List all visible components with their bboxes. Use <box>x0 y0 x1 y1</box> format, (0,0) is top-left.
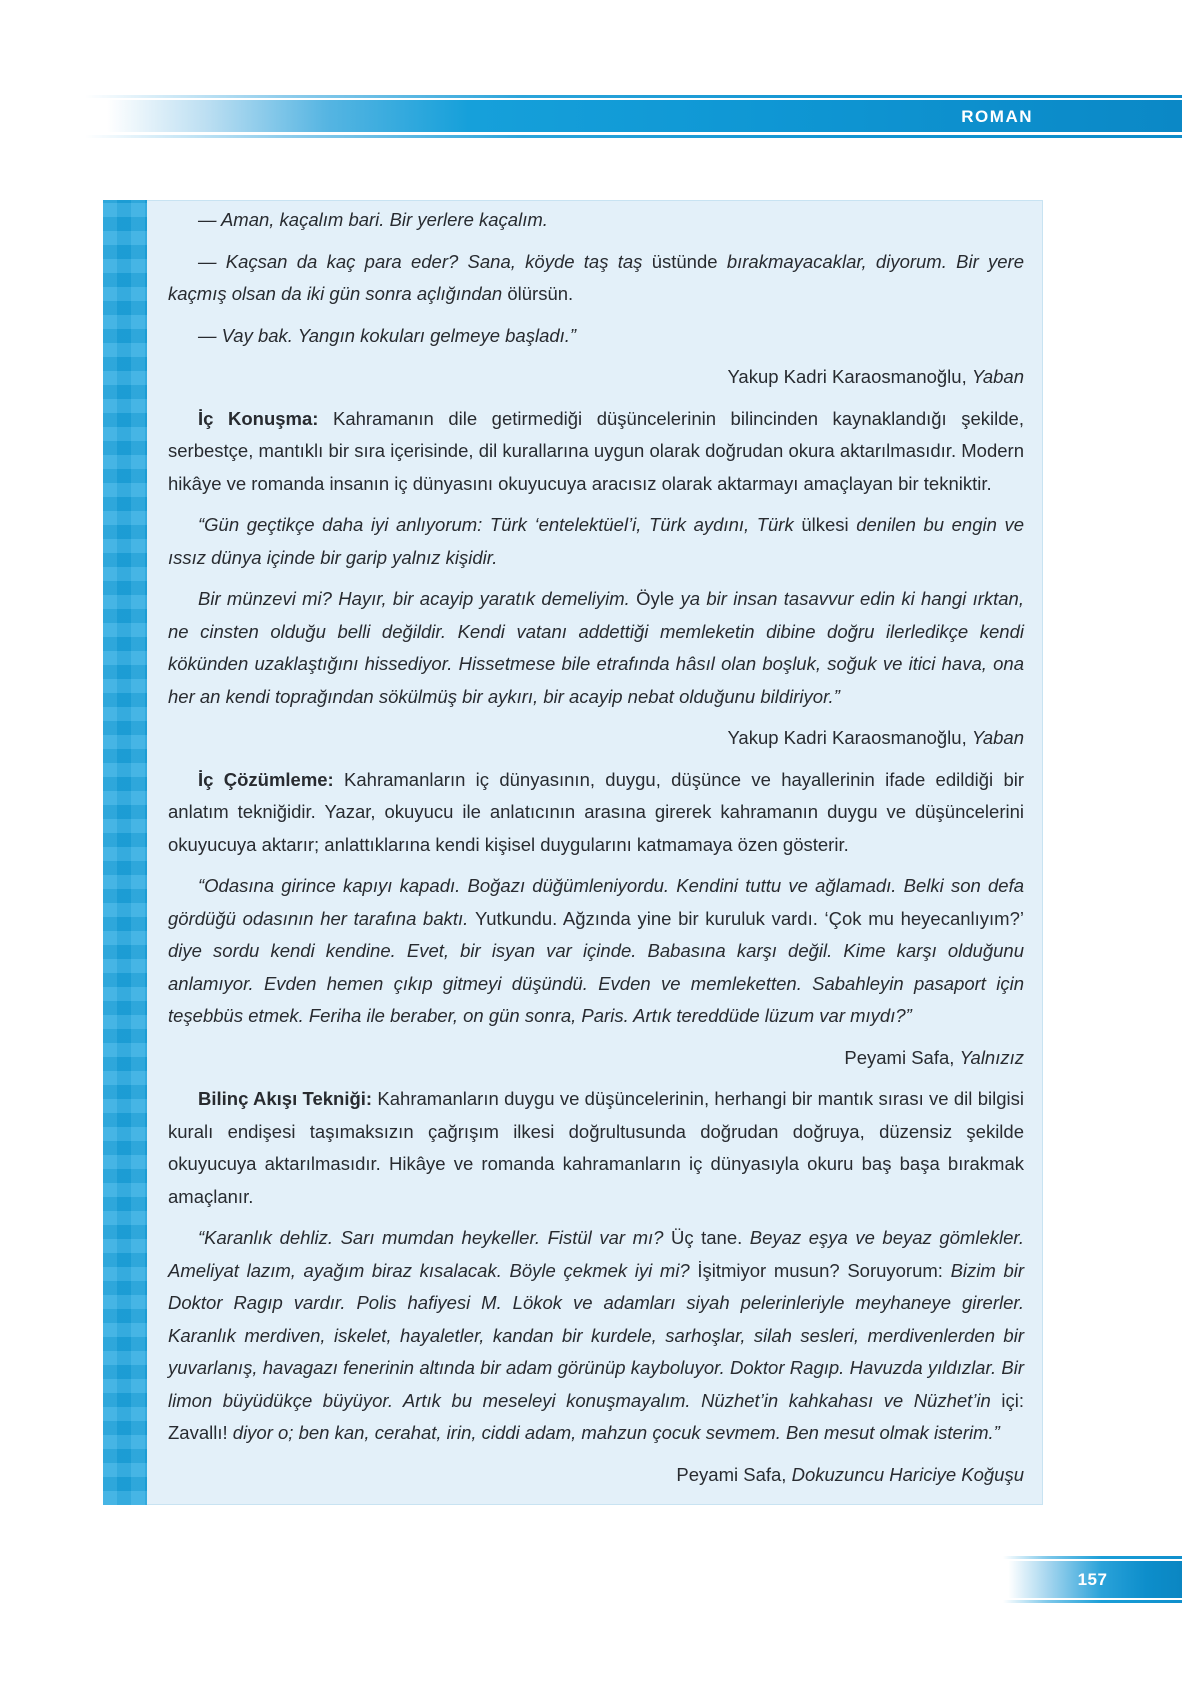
panel-text-column <box>168 204 1024 1500</box>
quote-paragraph: Bir münzevi mi? Hayır, bir acayip yaratık demeliyim. Öyle ya bir insan tasavvur edin ki hangi ırktan, ne cinsten olduğu belli değildir. Kendi vatanı addettiği memleketin dibine doğru ilerledikçe kendi kökünden uzaklaştığını hissediyor. Hissetmese bile etrafında hâsıl olan boşluk, soğuk ve itici hava, ona her an kendi toprağından sökülmüş bir aykırı, bir acayip nebat olduğunu bildiriyor.” <box>168 588 1024 707</box>
chapter-header-bar <box>85 100 1182 132</box>
technique-definition: Bilinç Akışı Tekniği: Kahramanların duygu ve düşüncelerinin, herhangi bir mantık sırası ve dil bilgisi kuralı endişesi taşımaksızın çağrışım ilkesi doğrultusunda doğrudan doğruya, düzensiz şekilde okuyucuya aktarılmasıdır. Hikâye ve romanda kahramanların iç dünyasıyla okuru baş başa bırakmak amaçlanır. <box>168 1088 1024 1207</box>
source-attribution: Yakup Kadri Karaosmanoğlu, Yaban <box>727 366 1024 387</box>
page-number-rule-top <box>1003 1556 1182 1559</box>
quote-paragraph: “Karanlık dehliz. Sarı mumdan heykeller. Fistül var mı? Üç tane. Beyaz eşya ve beyaz gömlekler. Ameliyat lazım, ayağım biraz kısalacak. Böyle çekmek iyi mi? İşitmiyor musun? Soruyorum: Bizim bir Doktor Ragıp vardır. Polis hafiyesi M. Lökok ve adamları siyah pelerinleriyle meyhaneye girerler. Karanlık merdiven, iskelet, hayaletler, kandan bir kurdele, sarhoşlar, silah sesleri, merdivenlerden bir yuvarlanış, havagazı fenerinin altında bir adam görünüp kayboluyor. Doktor Ragıp. Havuzda yıldızlar. Bir limon büyüdükçe büyüyor. Artık bu meseleyi konuşmayalım. Nüzhet’in kahkahası ve Nüzhet’in içi: Zavallı! diyor o; ben kan, cerahat, irin, ciddi adam, mahzun çocuk sevmem. Ben mesut olmak isterim.” <box>168 1227 1024 1443</box>
page-number-rule-bottom <box>1003 1600 1182 1603</box>
quote-paragraph: — Vay bak. Yangın kokuları gelmeye başladı.” <box>198 324 577 346</box>
quote-paragraph: “Gün geçtikçe daha iyi anlıyorum: Türk ‘entelektüel’i, Türk aydını, Türk ülkesi denilen bu engin ve ıssız dünya içinde bir garip yalnız kişidir. <box>168 514 1025 568</box>
quote-paragraph: — Kaçsan da kaç para eder? Sana, köyde taş taş üstünde bırakmayacaklar, diyorum. Bir yere kaçmış olsan da iki gün sonra açlığından ölürsün. <box>168 250 1024 304</box>
source-attribution: Peyami Safa, Dokuzuncu Hariciye Koğuşu <box>676 1463 1024 1485</box>
quote-paragraph: “Odasına girince kapıyı kapadı. Boğazı düğümleniyordu. Kendini tuttu ve ağlamadı. Belki son defa gördüğü odasının her tarafına baktı. Yutkundu. Ağzında yine bir kuruluk vardı. ‘Çok mu heyecanlıyım?’ diye sordu kendi kendine. Evet, bir isyan var içinde. Babasına karşı değil. Kime karşı olduğunu anlamıyor. Evden hemen çıkıp gitmeyi düşündü. Evden ve memleketten. Sabahleyin pasaport için teşebbüs etmek. Feriha ile beraber, on gün sonra, Paris. Artık tereddüde lüzum var mıydı?” <box>168 875 1024 1026</box>
page-number: 157 <box>1077 1570 1108 1589</box>
header-rule-top <box>85 95 1182 98</box>
source-attribution: Peyami Safa, Yalnızız <box>844 1046 1024 1068</box>
header-rule-bottom <box>85 135 1182 138</box>
panel-left-stripe <box>103 200 147 1505</box>
chapter-title: ROMAN <box>961 106 1033 126</box>
technique-definition: İç Çözümleme: Kahramanların iç dünyasının, duygu, düşünce ve hayallerinin ifade edildiği bir anlatım tekniğidir. Yazar, okuyucu ile anlatıcının arasına girerek kahramanın duygu ve düşüncelerini okuyucuya aktarır; anlattıklarına kendi kişisel duygularını katmamaya özen gösterir. <box>168 768 1024 855</box>
content-panel <box>103 200 1043 1505</box>
technique-definition: İç Konuşma: Kahramanın dile getirmediği düşüncelerinin bilincinden kaynaklandığı şekilde, serbestçe, mantıklı bir sıra içerisinde, dil kurallarına uygun olarak doğrudan okura aktarılmasıdır. Modern hikâye ve romanda insanın iç dünyasını okuyucuya aracısız olarak aktarmayı amaçlayan bir tekniktir. <box>168 407 1024 494</box>
source-attribution: Yakup Kadri Karaosmanoğlu, Yaban <box>727 727 1024 748</box>
page-number-badge <box>1003 1561 1182 1598</box>
quote-paragraph: — Aman, kaçalım bari. Bir yerlere kaçalım. <box>198 209 548 230</box>
